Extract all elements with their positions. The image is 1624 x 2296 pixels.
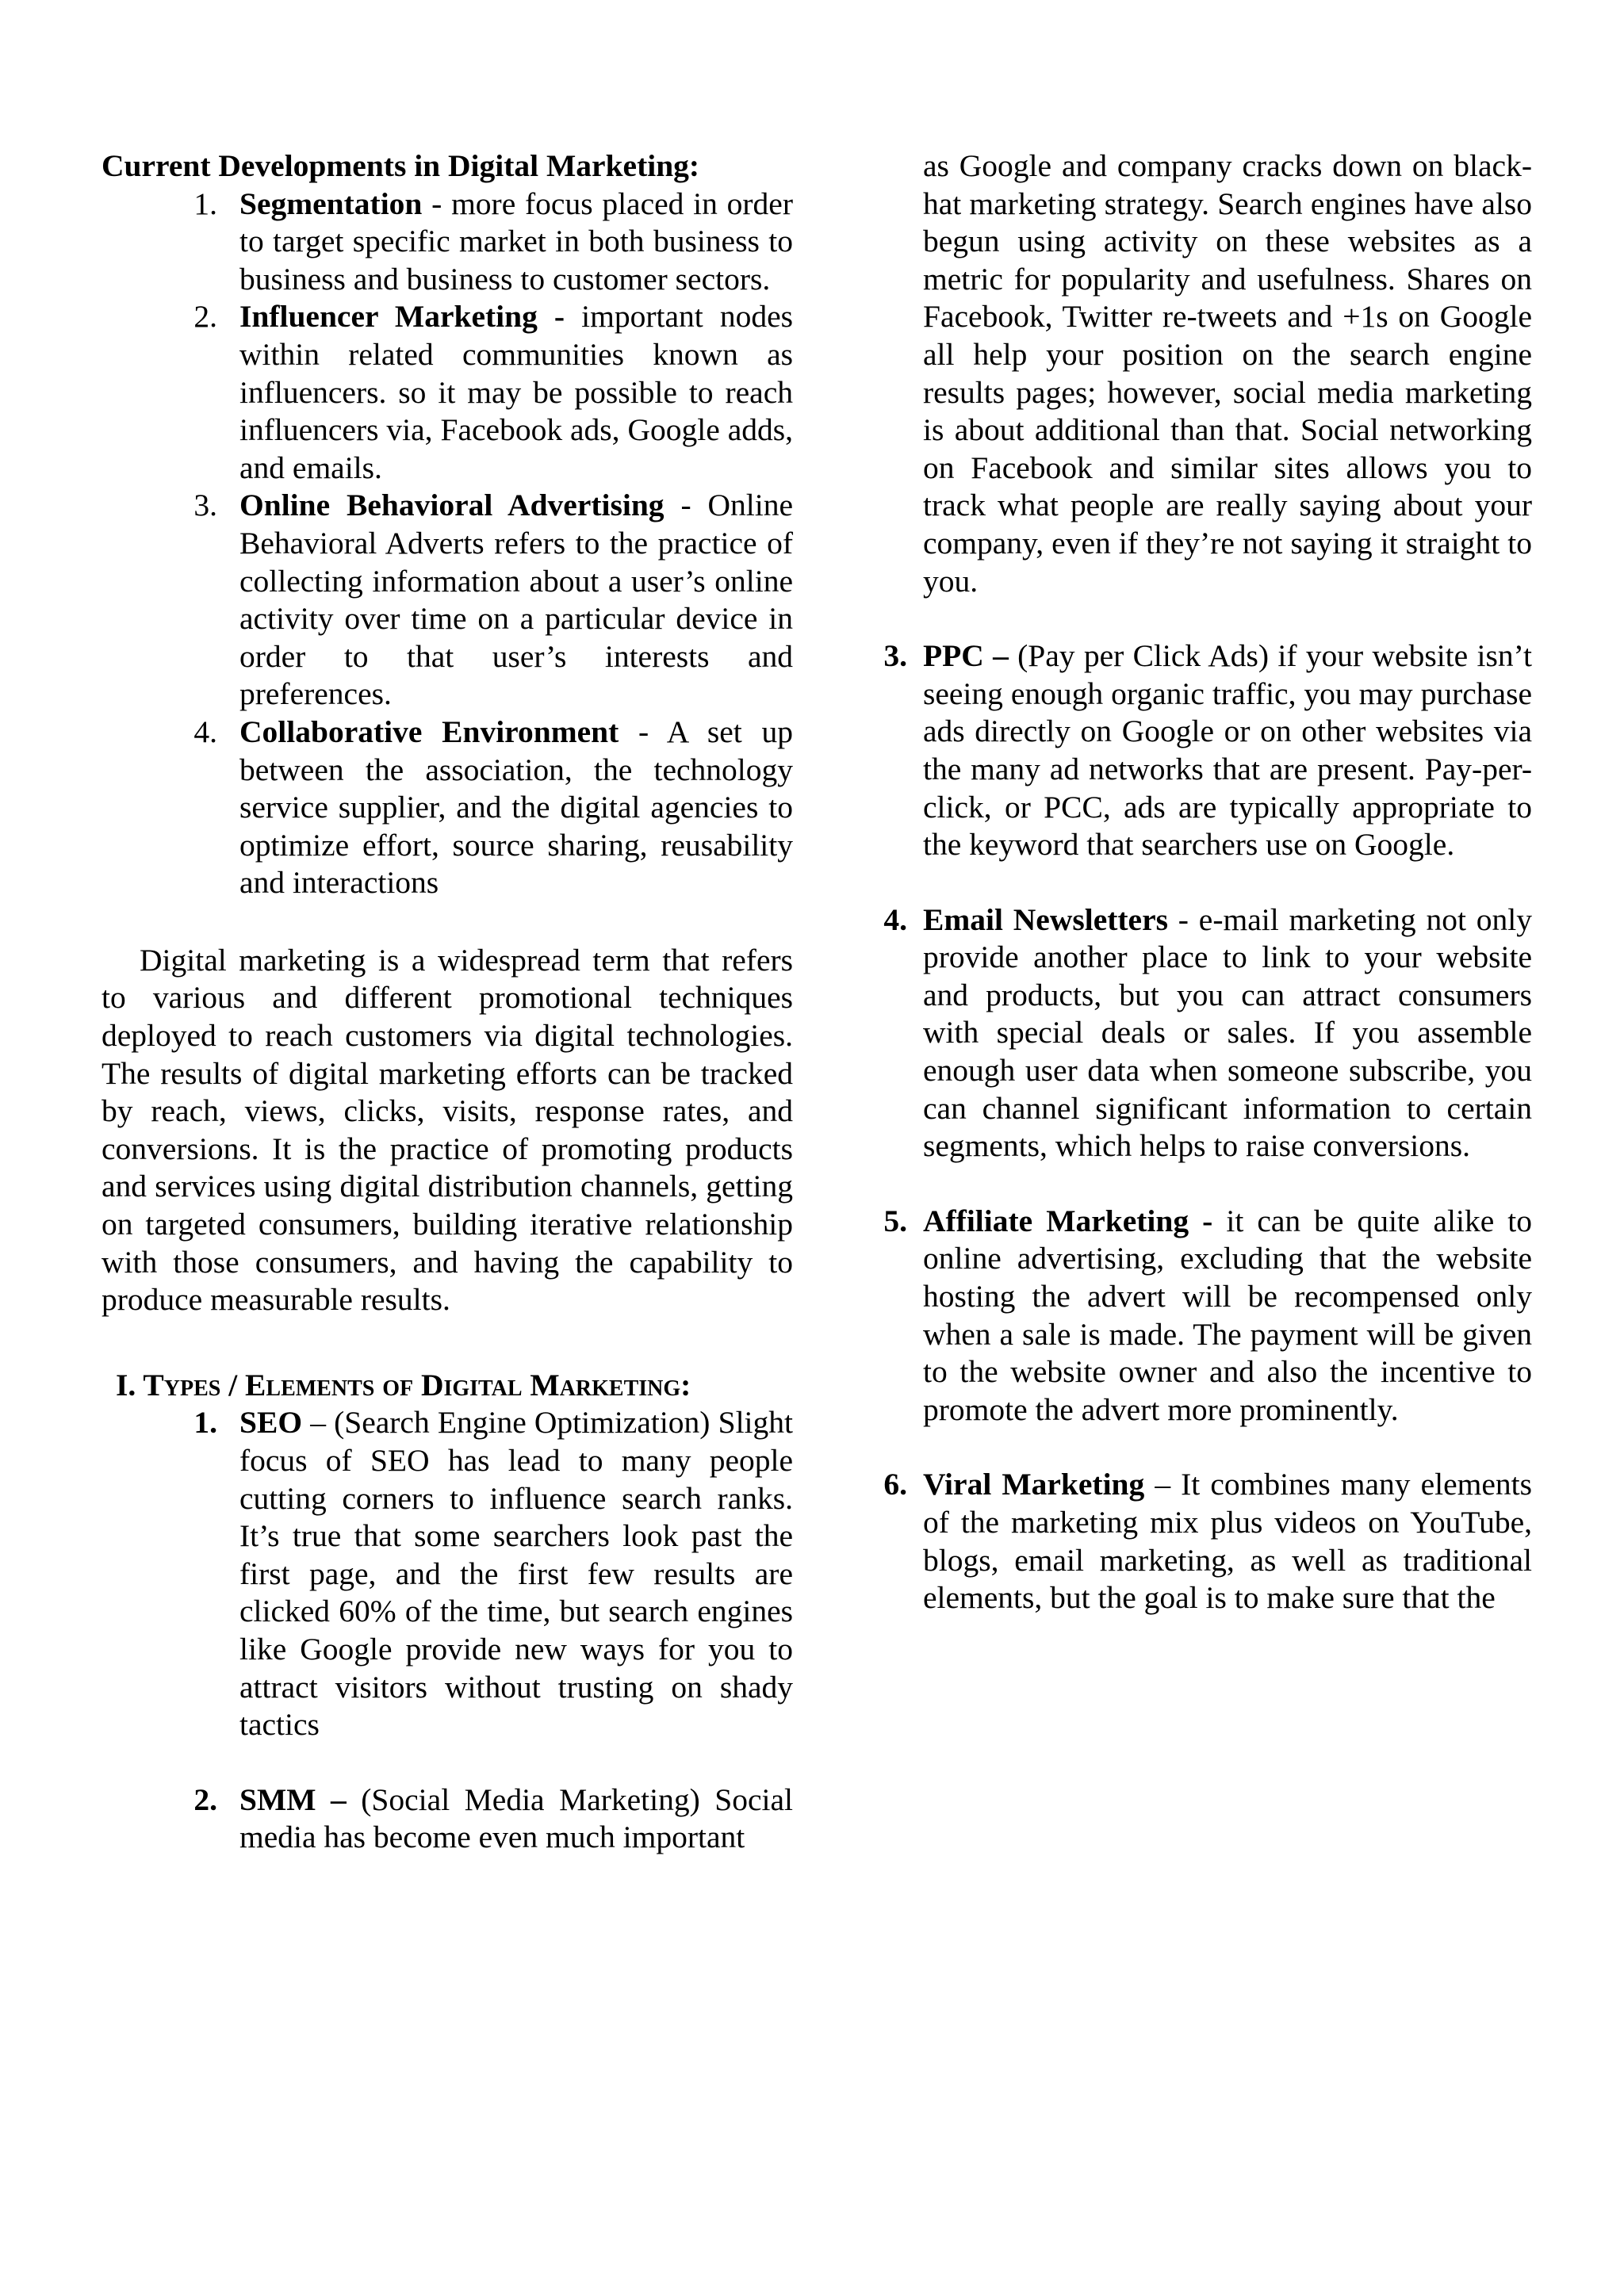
item-description: important nodes within related communities known as influencers. so it may be possible to reach influencers via, Facebook ads, Google adds, and emails. [239, 299, 793, 485]
item-description: it can be quite alike to online advertising, excluding that the website hosting the advert will be recompensed only when a sale is made. The payment will be given to the website owner and also the incentive to promote the advert more prominently. [923, 1203, 1532, 1427]
item-text [239, 1781, 793, 1857]
body-paragraph: Digital marketing is a widespread term that refers to various and different promotional techniques deployed to reach customers via digital technologies. The results of digital marketing efforts can be tracked by reach, views, clicks, visits, response rates, and conversions. It is the practice of promoting products and services using digital distribution channels, getting on targeted consumers, building iterative relationship with those consumers, and having the capability to produce measurable results. [102, 942, 793, 1318]
list-item [102, 1404, 793, 1743]
item-term: Affiliate Marketing - [923, 1203, 1213, 1238]
item-term: SMM – [239, 1781, 347, 1817]
item-text [923, 637, 1532, 864]
item-term: PPC – [923, 638, 1009, 674]
section-heading: I. Types / Elements of Digital Marketing: [116, 1367, 691, 1402]
item-text [923, 1466, 1532, 1617]
item-text [923, 901, 1532, 1165]
list-item [883, 1203, 1532, 1429]
types-list-right [883, 600, 1532, 1617]
item-number: 4. [883, 901, 907, 937]
item-description: (Social Media Marketing) Social media has become even much important [239, 1781, 793, 1855]
item-description: – (Search Engine Optimization) Slight focus of SEO has lead to many people cutting corners to influence search ranks. It’s true that some searchers look past the first page, and the first few results are clicked 60% of the time, but search engines like Google provide new ways for you to attract visitors without trusting on shady tactics [239, 1405, 793, 1743]
item-text [239, 487, 793, 714]
item-number: 5. [883, 1203, 907, 1238]
item-term: Influencer Marketing - [239, 299, 565, 335]
item-number: 3. [883, 638, 907, 674]
types-list-left [102, 1404, 793, 1857]
list-item [102, 186, 793, 299]
list-item [883, 1466, 1532, 1617]
continuation-paragraph: as Google and company cracks down on black-hat marketing strategy. Search engines have also begun using activity on these websites as a metric for popularity and usefulness. Shares on Facebook, Twitter re-tweets and +1s on Google all help your position on the search engine results pages; however, social media marketing is about additional than that. Social networking on Facebook and similar sites allows you to track what people are really saying about your company, even if they’re not saying it straight to you. [923, 148, 1532, 599]
list-item [883, 901, 1532, 1165]
item-term: Collaborative Environment [239, 714, 619, 749]
item-text [239, 186, 793, 299]
item-text [923, 1203, 1532, 1429]
list-item [102, 298, 793, 487]
item-number: 2. [193, 1781, 217, 1817]
right-column [883, 147, 1532, 1617]
list-item [102, 714, 793, 902]
item-description: – It combines many elements of the marketing mix plus videos on YouTube, blogs, email marketing, as well as traditional elements, but the goal is to make sure that the [923, 1467, 1532, 1616]
left-column [102, 147, 793, 1857]
item-description: - more focus placed in order to target specific market in both business to business and business to customer sectors. [239, 186, 793, 297]
item-text [239, 1404, 793, 1743]
item-description: - e-mail marketing not only provide another place to link to your website and products, but you can attract consumers with special deals or sales. If you assemble enough user data when someone subscribe, you can channel significant information to certain segments, which helps to raise conversions. [923, 901, 1532, 1164]
item-number: 4. [193, 714, 217, 749]
item-description: (Pay per Click Ads) if your website isn’t seeing enough organic traffic, you may purchase ads directly on Google or on other websites via the many ad networks that are present. Pay-per-click, or PCC, ads are typically appropriate to the keyword that searchers use on Google. [923, 638, 1532, 863]
item-term: Segmentation [239, 186, 423, 221]
item-text [239, 298, 793, 487]
item-term: SEO [239, 1405, 303, 1441]
item-description: - Online Behavioral Adverts refers to the practice of collecting information about a user’s online activity over time on a particular device in order to that user’s interests and preferences. [239, 488, 793, 712]
item-term: Email Newsletters [923, 901, 1168, 937]
developments-list [102, 186, 793, 902]
developments-heading: Current Developments in Digital Marketing: [102, 148, 700, 183]
list-item [102, 487, 793, 714]
item-term: Viral Marketing [923, 1467, 1145, 1502]
item-number: 1. [193, 1405, 217, 1441]
item-description: - A set up between the association, the technology service supplier, and the digital agencies to optimize effort, source sharing, reusability and interactions [239, 714, 793, 901]
item-number: 2. [193, 299, 217, 335]
item-text [239, 714, 793, 902]
item-number: 3. [193, 488, 217, 523]
item-number: 1. [193, 186, 217, 221]
item-number: 6. [883, 1467, 907, 1502]
list-item [883, 637, 1532, 864]
list-item [102, 1781, 793, 1857]
item-term: Online Behavioral Advertising [239, 488, 665, 523]
